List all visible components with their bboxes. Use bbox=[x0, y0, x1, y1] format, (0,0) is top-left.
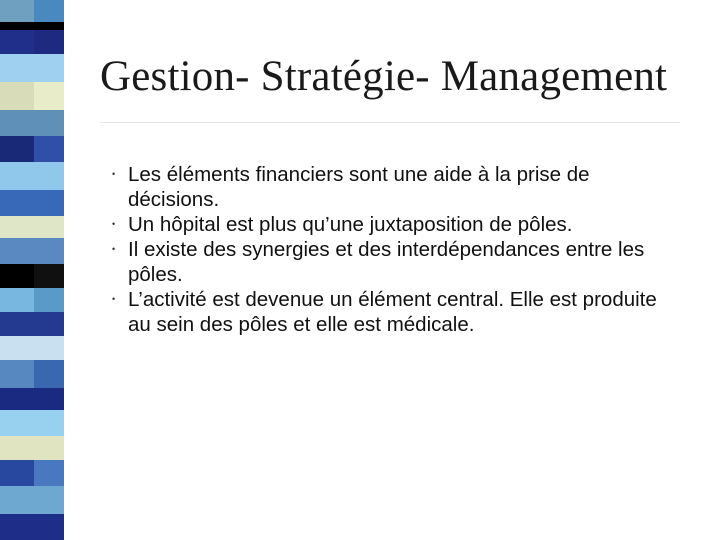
bullet-item bbox=[100, 212, 660, 237]
stripe-block bbox=[0, 312, 64, 336]
bullet-dot-icon: • bbox=[112, 294, 116, 304]
stripe-block bbox=[34, 460, 64, 486]
stripe-block bbox=[0, 410, 64, 436]
stripe-block bbox=[0, 336, 64, 360]
stripe-block bbox=[34, 82, 64, 110]
stripe-block bbox=[34, 264, 64, 288]
bullet-text: Les éléments financiers sont une aide à la prise de décisions. bbox=[128, 163, 590, 211]
bullet-dot-icon: • bbox=[112, 219, 116, 229]
stripe-block bbox=[0, 436, 64, 460]
bullet-item bbox=[100, 287, 660, 337]
bullet-text: L’activité est devenue un élément central. Elle est produite au sein des pôles et elle est médicale. bbox=[128, 288, 657, 336]
bullet-dot-icon: • bbox=[112, 244, 116, 254]
stripe-block bbox=[0, 190, 64, 216]
stripe-block bbox=[0, 54, 64, 82]
bullet-list bbox=[100, 162, 660, 337]
stripe-block bbox=[0, 238, 64, 264]
stripe-block bbox=[0, 110, 64, 136]
bullet-item bbox=[100, 237, 660, 287]
stripe-block bbox=[0, 22, 64, 30]
stripe-block bbox=[34, 360, 64, 388]
bullet-text: Un hôpital est plus qu’une juxtaposition de pôles. bbox=[128, 213, 573, 236]
stripe-block bbox=[0, 514, 64, 540]
stripe-block bbox=[34, 30, 64, 54]
stripe-block bbox=[34, 0, 64, 22]
stripe-block bbox=[0, 216, 64, 238]
bullet-item bbox=[100, 162, 660, 212]
stripe-block bbox=[34, 288, 64, 312]
slide-title: Gestion- Stratégie- Management bbox=[100, 53, 668, 100]
stripe-block bbox=[0, 388, 64, 410]
bullet-dot-icon: • bbox=[112, 169, 116, 179]
stripe-block bbox=[0, 486, 64, 514]
bullet-text: Il existe des synergies et des interdépendances entre les pôles. bbox=[128, 238, 645, 286]
stripe-block bbox=[0, 162, 64, 190]
stripe-block bbox=[34, 136, 64, 162]
decorative-stripe bbox=[0, 0, 64, 540]
title-divider bbox=[100, 122, 680, 123]
